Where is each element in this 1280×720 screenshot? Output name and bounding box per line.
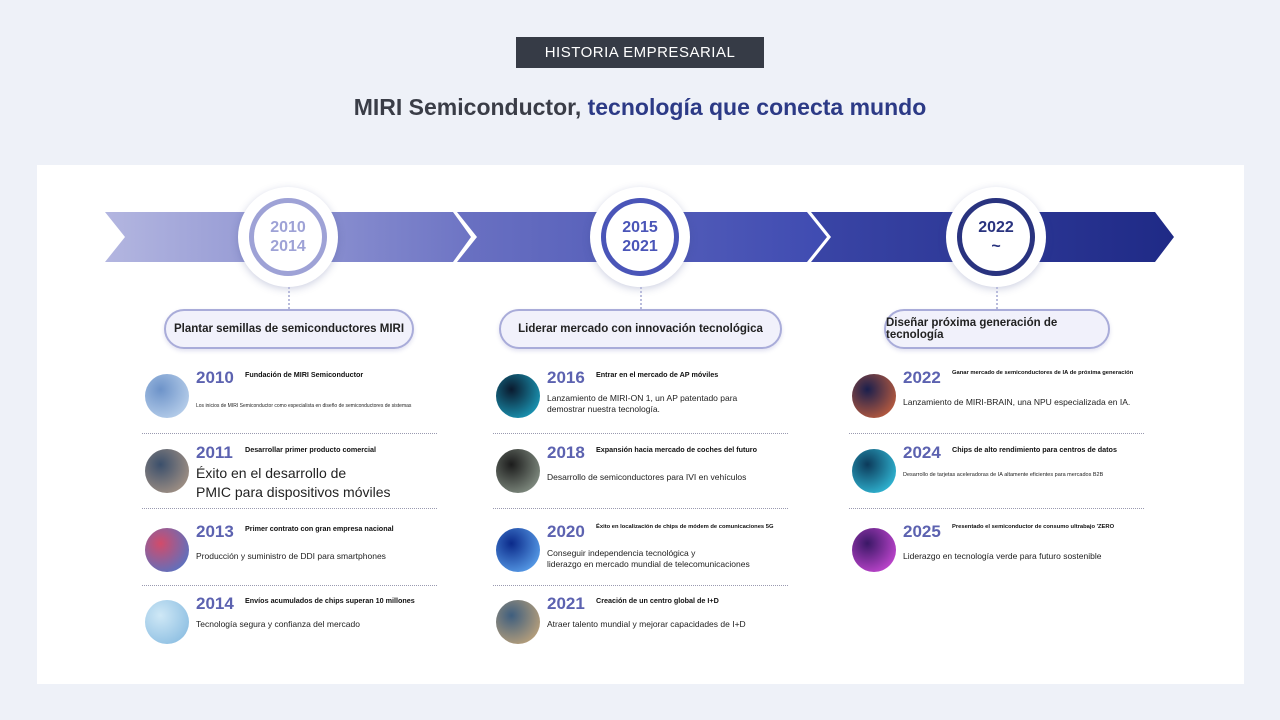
period-circle-1 [238,187,338,287]
entry-heading: Creación de un centro global de I+D [596,596,719,605]
entry-divider [142,585,437,586]
entry-year: 2024 [903,443,941,462]
period-ring [601,198,679,276]
entry-description: Liderazgo en tecnología verde para futuro sostenible [903,551,1102,561]
entry-divider [493,585,788,586]
period-start: 2015 [622,219,658,236]
entry-description: Producción y suministro de DDI para smartphones [196,551,386,561]
datacenter-image [852,449,896,493]
entry-year: 2020 [547,522,585,541]
period-ring [249,198,327,276]
timeline-entry [145,594,445,670]
entry-description: Los inicios de MIRI Semiconductor como especialista en diseño de semiconductores de sistemas [196,403,412,409]
period-circle-3 [946,187,1046,287]
growth-chart-image [145,600,189,644]
entry-heading: Éxito en localización de chips de módem de comunicaciones 5G [596,524,774,530]
period-end: ~ [991,238,1001,255]
entry-year: 2018 [547,443,585,462]
timeline-entry [145,522,445,598]
period-start: 2022 [978,219,1014,236]
entry-year: 2021 [547,594,585,613]
entry-heading: Ganar mercado de semiconductores de IA de próxima generación [952,370,1134,376]
entry-heading: Chips de alto rendimiento para centros de datos [952,445,1117,454]
glowing-chip-image [852,528,896,572]
entry-description: Éxito en el desarrollo de PMIC para dispositivos móviles [196,465,391,500]
timeline-entry [496,522,796,598]
processor-image [496,374,540,418]
period-end: 2021 [622,238,658,255]
entry-divider [493,433,788,434]
period-start: 2010 [270,219,306,236]
building-image [145,374,189,418]
entry-year: 2013 [196,522,234,541]
entry-year: 2011 [196,443,233,462]
entry-year: 2022 [903,368,941,387]
light-beam-image [496,528,540,572]
timeline-entry [496,594,796,670]
section-badge: HISTORIA EMPRESARIAL [516,37,764,68]
entry-divider [493,508,788,509]
connector-line [288,287,290,309]
entry-heading: Entrar en el mercado de AP móviles [596,370,719,379]
title-main: MIRI Semiconductor, [353,94,582,120]
entry-year: 2010 [196,368,234,387]
entry-heading: Desarrollar primer producto comercial [245,445,377,454]
rd-center-image [496,600,540,644]
entry-heading: Fundación de MIRI Semiconductor [245,370,364,379]
title-highlight: tecnología que conecta mundo [581,94,927,120]
entry-description: Conseguir independencia tecnológica y liderazgo en mercado mundial de telecomunicaciones [547,548,750,570]
entry-divider [849,433,1144,434]
entry-description: Lanzamiento de MIRI-ON 1, un AP patentado para demostrar nuestra tecnología. [547,393,738,415]
connector-line [996,287,998,309]
entry-divider [849,508,1144,509]
entry-heading: Envíos acumulados de chips superan 10 millones [245,596,415,605]
car-dashboard-image [496,449,540,493]
entry-heading: Expansión hacia mercado de coches del futuro [596,445,757,454]
ai-chip-image [852,374,896,418]
entry-heading: Primer contrato con gran empresa nacional [245,524,394,533]
period-theme-pill: Diseñar próxima generación de tecnología [884,309,1110,349]
entry-year: 2025 [903,522,941,541]
timeline-entry [852,522,1152,598]
entry-description: Atraer talento mundial y mejorar capacidades de I+D [547,619,746,629]
period-theme-pill: Plantar semillas de semiconductores MIRI [164,309,414,349]
entry-description: Desarrollo de tarjetas aceleradoras de IA altamente eficientes para mercados B2B [903,472,1104,478]
period-end: 2014 [270,238,306,255]
chip-hand-image [145,449,189,493]
page-title [0,94,1280,121]
entry-description: Lanzamiento de MIRI-BRAIN, una NPU especializada en IA. [903,397,1131,407]
entry-year: 2014 [196,594,234,613]
period-theme-pill: Liderar mercado con innovación tecnológica [499,309,782,349]
period-circle-2 [590,187,690,287]
entry-divider [142,433,437,434]
entry-divider [142,508,437,509]
period-ring [957,198,1035,276]
entry-year: 2016 [547,368,585,387]
smartphone-image [145,528,189,572]
timeline-panel [37,165,1244,684]
entry-description: Desarrollo de semiconductores para IVI en vehículos [547,472,747,482]
connector-line [640,287,642,309]
entry-heading: Presentado el semiconductor de consumo ultrabajo 'ZERO [952,524,1115,530]
entry-description: Tecnología segura y confianza del mercado [196,619,360,629]
